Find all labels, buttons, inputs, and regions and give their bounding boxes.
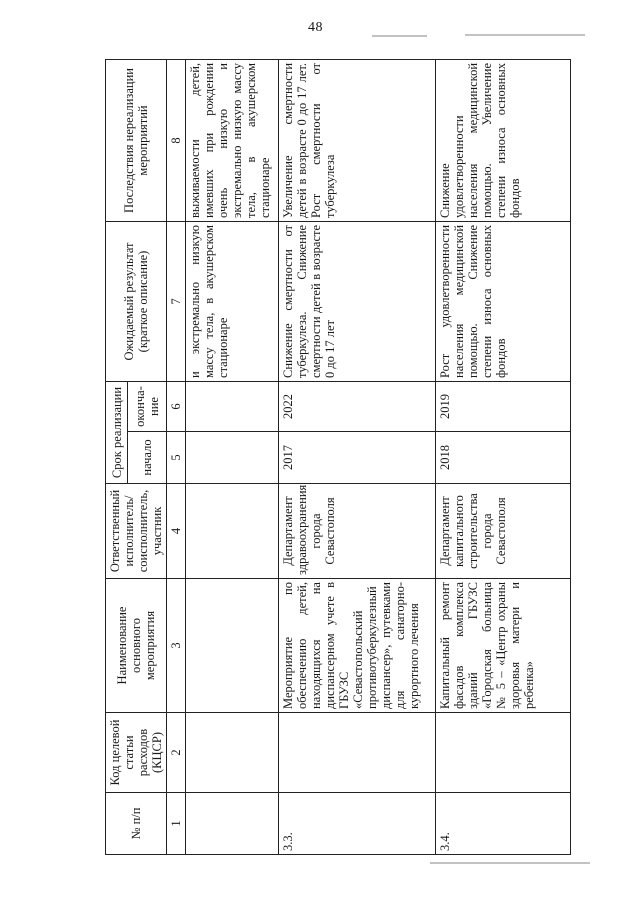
cell-consequences: выживаемости детей, имевших при рождении очень низкую и экстремально низкую массу тела, в акушерском стационаре (186, 59, 279, 221)
cell-num: 3.3. (279, 793, 436, 855)
table-row-continuation (186, 59, 279, 854)
cell-start: 2018 (436, 432, 571, 484)
header-code: Код целевой статьи расходов (КЦСР) (106, 713, 167, 793)
header-num: № п/п (106, 793, 167, 855)
cell-name: Мероприятие по обеспечению детей, находящихся на диспансерном учете в ГБУЗС «Севастопольский противотуберкулезный диспансер», путевками для санаторно-курортного лечения (279, 579, 436, 713)
cell-responsible: Департамент здравоохранения города Севастополя (279, 484, 436, 579)
header-result: Ожидаемый результат (краткое описание) (106, 221, 167, 381)
column-number: 2 (167, 713, 186, 793)
column-number: 3 (167, 579, 186, 713)
cell-end: 2022 (279, 381, 436, 431)
column-number: 1 (167, 793, 186, 855)
cell-end: 2019 (436, 381, 571, 431)
header-end: оконча-ние (128, 381, 167, 431)
cell-name (186, 579, 279, 713)
scan-artifact (372, 35, 427, 37)
scan-artifact (465, 34, 585, 36)
cell-responsible: Департамент капитального строительства города Севастополя (436, 484, 571, 579)
cell-start: 2017 (279, 432, 436, 484)
cell-code (279, 713, 436, 793)
cell-result: Рост удовлетворенности населения медицинской помощью. Снижение степени износа основных фондов (436, 221, 571, 381)
scan-artifact (430, 862, 590, 864)
cell-name: Капитальный ремонт фасадов комплекса зданий ГБУЗС «Городская больница № 5 – «Центр охраны здоровья матери и ребенка» (436, 579, 571, 713)
rotated-table-container (105, 60, 536, 855)
header-term: Срок реализации (106, 381, 128, 483)
header-consequences: Последствия нереализации мероприятий (106, 59, 167, 221)
cell-responsible (186, 484, 279, 579)
header-row (106, 59, 128, 854)
column-number: 8 (167, 59, 186, 221)
column-number: 6 (167, 381, 186, 431)
cell-result: и экстремально низкую массу тела, в акушерском стационаре (186, 221, 279, 381)
cell-result: Снижение смертности от туберкулеза. Снижение смертности детей в возрасте 0 до 17 лет (279, 221, 436, 381)
table-row (436, 59, 571, 854)
cell-start (186, 432, 279, 484)
cell-consequences: Снижение удовлетворенности населения медицинской помощью. Увеличение степени износа основных фондов (436, 59, 571, 221)
page-number: 48 (308, 20, 323, 35)
cell-num (186, 793, 279, 855)
activities-table (105, 59, 571, 855)
table-row (279, 59, 436, 854)
column-number: 5 (167, 432, 186, 484)
header-responsible: Ответственный исполнитель/ соисполнитель, участник (106, 484, 167, 579)
cell-code (186, 713, 279, 793)
cell-end (186, 381, 279, 431)
header-start: начало (128, 432, 167, 484)
cell-code (436, 713, 571, 793)
cell-consequences: Увеличение смертности детей в возрасте 0 до 17 лет. Рост смертности от туберкулеза (279, 59, 436, 221)
cell-num: 3.4. (436, 793, 571, 855)
column-number: 7 (167, 221, 186, 381)
column-number: 4 (167, 484, 186, 579)
header-name: Наименование основного мероприятия (106, 579, 167, 713)
column-number-row (167, 59, 186, 854)
